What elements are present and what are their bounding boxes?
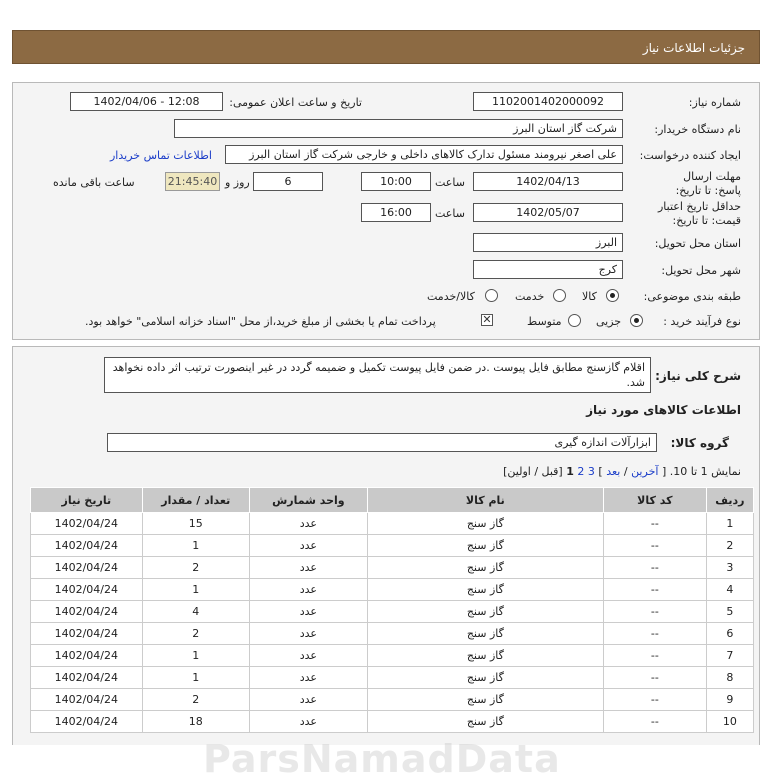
pagination-page-3[interactable]: 3 — [587, 465, 595, 478]
table-row — [31, 689, 754, 711]
cell-name: گاز سنج — [367, 689, 603, 711]
column-header-code: کد کالا — [603, 488, 706, 513]
pagination-last[interactable]: آخرین — [631, 465, 659, 478]
column-header-date: تاریخ نیاز — [31, 488, 143, 513]
table-row — [31, 579, 754, 601]
cell-date: 1402/04/24 — [31, 689, 143, 711]
pagination-page-1: 1 — [566, 465, 574, 478]
table-row — [31, 667, 754, 689]
cell-date: 1402/04/24 — [31, 645, 143, 667]
cell-date: 1402/04/24 — [31, 535, 143, 557]
announce-field: 1402/04/06 - 12:08 — [70, 92, 223, 111]
announce-label: تاریخ و ساعت اعلان عمومی: — [229, 96, 362, 109]
cell-name: گاز سنج — [367, 513, 603, 535]
deadline-date-field: 1402/04/13 — [473, 172, 623, 191]
cell-code: -- — [603, 579, 706, 601]
column-header-row-number: ردیف — [706, 488, 753, 513]
remaining-label: ساعت باقی مانده — [53, 176, 135, 189]
page-header — [12, 30, 760, 64]
cell-name: گاز سنج — [367, 579, 603, 601]
category-radio-goods-service[interactable] — [485, 289, 498, 302]
cell-code: -- — [603, 513, 706, 535]
cell-code: -- — [603, 623, 706, 645]
pagination-page-2[interactable]: 2 — [577, 465, 585, 478]
description-field: اقلام گازسنج مطابق فایل پیوست .در ضمن فایل پیوست تکمیل و ضمیمه گردد در غیر اینصورت ترتیب اثر داده نخواهد شد. — [104, 357, 651, 393]
process-option-medium: متوسط — [527, 315, 562, 328]
cell-unit: عدد — [249, 645, 367, 667]
cell-date: 1402/04/24 — [31, 667, 143, 689]
table-row — [31, 711, 754, 733]
process-radio-medium[interactable] — [568, 314, 581, 327]
table-row — [31, 535, 754, 557]
pagination-prev-first: [قبل / اولین] — [503, 465, 563, 478]
cell-name: گاز سنج — [367, 711, 603, 733]
goods-table — [30, 487, 754, 733]
validity-time-word: ساعت — [435, 207, 465, 220]
cell-row-number: 2 — [706, 535, 753, 557]
days-word: روز و — [225, 176, 250, 189]
cell-row-number: 4 — [706, 579, 753, 601]
buyer-contact-link[interactable]: اطلاعات تماس خریدار — [110, 149, 212, 162]
deadline-label: مهلت ارسال پاسخ: تا تاریخ: — [675, 170, 741, 197]
cell-name: گاز سنج — [367, 557, 603, 579]
category-option-goods: کالا — [582, 290, 597, 303]
cell-code: -- — [603, 557, 706, 579]
treasury-payment-checkbox[interactable]: ✕ — [482, 313, 492, 326]
category-label: طبقه بندی موضوعی: — [643, 290, 741, 303]
remaining-time: 21:45:40 — [165, 172, 220, 191]
cell-unit: عدد — [249, 579, 367, 601]
cell-code: -- — [603, 535, 706, 557]
cell-name: گاز سنج — [367, 601, 603, 623]
column-header-unit: واحد شمارش — [249, 488, 367, 513]
cell-quantity: 1 — [142, 535, 249, 557]
city-label: شهر محل تحویل: — [661, 264, 741, 277]
cell-row-number: 6 — [706, 623, 753, 645]
need-number-label: شماره نیاز: — [688, 96, 741, 109]
cell-row-number: 10 — [706, 711, 753, 733]
validity-label: حداقل تاریخ اعتبار قیمت: تا تاریخ: — [657, 200, 741, 227]
process-option-minor: جزیی — [596, 315, 622, 328]
cell-quantity: 4 — [142, 601, 249, 623]
cell-quantity: 2 — [142, 623, 249, 645]
city-field: کرج — [473, 260, 623, 279]
cell-unit: عدد — [249, 667, 367, 689]
cell-name: گاز سنج — [367, 645, 603, 667]
cell-row-number: 7 — [706, 645, 753, 667]
category-radio-service[interactable] — [553, 289, 566, 302]
cell-quantity: 1 — [142, 579, 249, 601]
treasury-payment-note: پرداخت تمام یا بخشی از مبلغ خرید،از محل "اسناد خزانه اسلامی" خواهد بود. — [85, 315, 436, 328]
buyer-field: شرکت گاز استان البرز — [174, 119, 623, 138]
cell-unit: عدد — [249, 623, 367, 645]
column-header-name: نام کالا — [367, 488, 603, 513]
cell-row-number: 1 — [706, 513, 753, 535]
cell-unit: عدد — [249, 689, 367, 711]
province-field: البرز — [473, 233, 623, 252]
process-label: نوع فرآیند خرید : — [663, 315, 741, 328]
need-info-panel — [12, 82, 760, 340]
table-row — [31, 601, 754, 623]
days-field: 6 — [253, 172, 323, 191]
cell-row-number: 5 — [706, 601, 753, 623]
table-header-row — [31, 488, 754, 513]
cell-unit: عدد — [249, 513, 367, 535]
cell-unit: عدد — [249, 535, 367, 557]
goods-group-field: ابزارآلات اندازه گیری — [107, 433, 657, 452]
column-header-quantity: تعداد / مقدار — [142, 488, 249, 513]
watermark-text: ParsNamadData — [203, 737, 561, 781]
pagination-next[interactable]: بعد — [606, 465, 621, 478]
cell-quantity: 18 — [142, 711, 249, 733]
cell-date: 1402/04/24 — [31, 623, 143, 645]
cell-unit: عدد — [249, 601, 367, 623]
validity-date-field: 1402/05/07 — [473, 203, 623, 222]
cell-unit: عدد — [249, 557, 367, 579]
goods-group-label: گروه کالا: — [670, 436, 729, 450]
need-number-field: 1102001402000092 — [473, 92, 623, 111]
pagination: نمایش 1 تا 10. [ آخرین / بعد ] 3 2 1 [قبل / اولین] — [503, 465, 741, 478]
creator-label: ایجاد کننده درخواست: — [639, 149, 741, 162]
cell-code: -- — [603, 711, 706, 733]
cell-unit: عدد — [249, 711, 367, 733]
cell-code: -- — [603, 689, 706, 711]
table-row — [31, 557, 754, 579]
cell-quantity: 2 — [142, 557, 249, 579]
cell-date: 1402/04/24 — [31, 579, 143, 601]
province-label: استان محل تحویل: — [654, 237, 741, 250]
pagination-summary: نمایش 1 تا 10. — [669, 465, 741, 478]
process-radio-minor[interactable] — [630, 314, 643, 327]
cell-code: -- — [603, 645, 706, 667]
table-row — [31, 623, 754, 645]
cell-date: 1402/04/24 — [31, 711, 143, 733]
page-title: جزئیات اطلاعات نیاز — [642, 41, 745, 55]
cell-date: 1402/04/24 — [31, 513, 143, 535]
deadline-time-word: ساعت — [435, 176, 465, 189]
table-row — [31, 645, 754, 667]
validity-time-field: 16:00 — [361, 203, 431, 222]
cell-quantity: 15 — [142, 513, 249, 535]
goods-panel — [12, 346, 760, 781]
cell-date: 1402/04/24 — [31, 601, 143, 623]
buyer-label: نام دستگاه خریدار: — [654, 123, 741, 136]
cell-quantity: 1 — [142, 667, 249, 689]
cell-code: -- — [603, 601, 706, 623]
creator-field: علی اصغر نیرومند مسئول تدارک کالاهای داخلی و خارجی شرکت گاز استان البرز — [225, 145, 623, 164]
category-option-goods-service: کالا/خدمت — [427, 290, 475, 303]
deadline-time-field: 10:00 — [361, 172, 431, 191]
cell-name: گاز سنج — [367, 623, 603, 645]
cell-name: گاز سنج — [367, 535, 603, 557]
category-radio-goods[interactable] — [606, 289, 619, 302]
cell-row-number: 3 — [706, 557, 753, 579]
cell-date: 1402/04/24 — [31, 557, 143, 579]
goods-section-title: اطلاعات کالاهای مورد نیاز — [586, 403, 741, 417]
category-option-service: خدمت — [515, 290, 545, 303]
cell-quantity: 2 — [142, 689, 249, 711]
cell-name: گاز سنج — [367, 667, 603, 689]
cell-quantity: 1 — [142, 645, 249, 667]
description-label: شرح کلی نیاز: — [655, 369, 741, 383]
cell-code: -- — [603, 667, 706, 689]
table-row — [31, 513, 754, 535]
cell-row-number: 9 — [706, 689, 753, 711]
cell-row-number: 8 — [706, 667, 753, 689]
